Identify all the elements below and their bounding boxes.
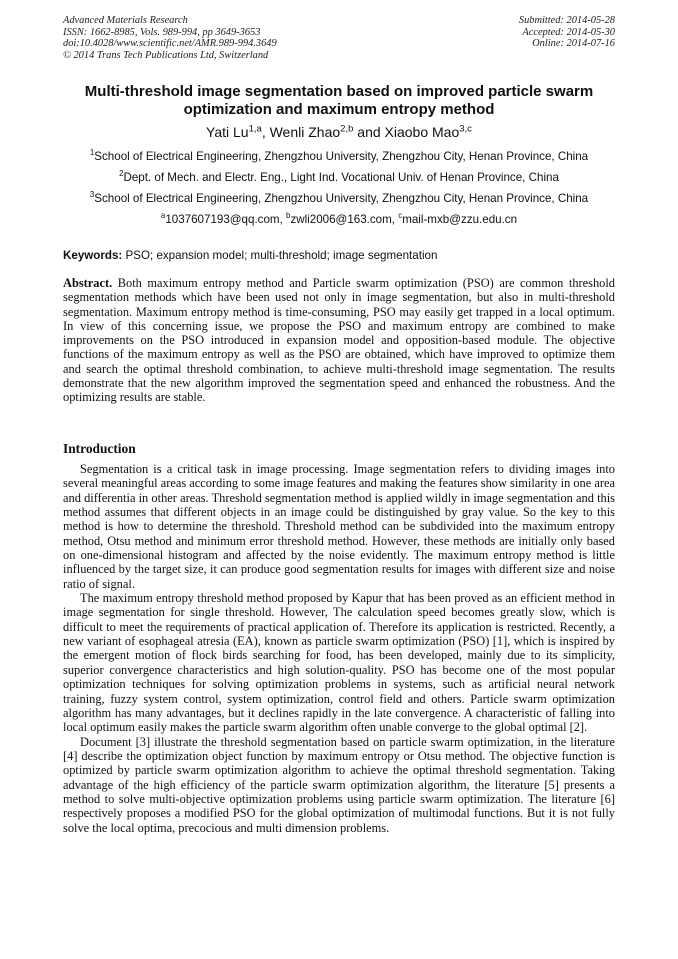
title-line-2: optimization and maximum entropy method xyxy=(183,101,495,118)
abstract-text: Both maximum entropy method and Particle swarm optimization (PSO) are common threshold segmentation methods which have been used not only in image segmentation, but also in multi-threshold segmentation. Maximum entropy method is time-consuming, PSO may easily get trapped in a local optimum. In view of this concerning issue, we propose the PSO and maximum entropy are combined to make improvements on the PSO introduced in expansion model and opposition-based module. The objective functions of the maximum entropy as well as the PSO are obtained, which have improved to optimize them and search the optimal threshold combination, to achieve multi-threshold image segmentation. The results demonstrate that the new algorithm improved the segmentation speed and enhanced the robustness. And the optimizing results are stable. xyxy=(63,276,615,405)
author-affiliation-marker: 3,c xyxy=(459,123,472,135)
email-marker: a xyxy=(160,211,166,221)
paragraph: Segmentation is a critical task in image processing. Image segmentation refers to dividing images into several meaningful areas according to some image features and making the features show similarity in one area and differentia in other areas. Threshold segmentation method is applied wildly in image segmentation and this method assumes that different objects in an image could be distinguished by gray value. So the key to this method is how to determine the threshold. Threshold method can be subdivided into the maximum entropy method, Otsu method and minimum error threshold method. However, these methods are initially only based on one-dimensional histogram and affected by the noise evidently. The maximum entropy method is little influenced by the target size, it can produce good segmentation results for images with different size and noise ratio of signal. xyxy=(63,462,615,591)
author-separator: and xyxy=(353,124,385,140)
issn-line: ISSN: 1662-8985, Vols. 989-994, pp 3649-3653 xyxy=(63,26,261,38)
email-link[interactable]: 1037607193@qq.com xyxy=(165,213,280,226)
online-date: Online: 2014-07-16 xyxy=(532,38,615,50)
author-affiliation-marker: 1,a xyxy=(248,123,262,135)
copyright-line: © 2014 Trans Tech Publications Ltd, Switzerland xyxy=(63,49,269,61)
submitted-date: Submitted: 2014-05-28 xyxy=(518,15,615,26)
affiliation-3 xyxy=(30,192,648,206)
paragraph: Document [3] illustrate the threshold segmentation based on particle swarm optimization, in the literature [4] describe the optimization object function by maximum entropy or Otsu method. The objective function is optimized by particle swarm optimization algorithm to achieve the optimal threshold segmentation. Taking advantage of the high efficiency of the particle swarm optimization algorithm, the literature [5] presents a method to solve multi-objective optimization problems using particle swarm optimization. The literature [6] respectively proposes a modified PSO for the global optimization of multimodal functions. But it is not fully solve the local optima, precocious and multi dimension problems. xyxy=(63,734,615,835)
affiliation-marker: 2 xyxy=(119,169,124,179)
abstract-paragraph xyxy=(63,276,615,405)
author-separator: , xyxy=(261,124,270,140)
author-name: Xiaobo Mao xyxy=(384,124,460,140)
affiliation-text: School of Electrical Engineering, Zhengzhou University, Zhengzhou City, Henan Province, China xyxy=(94,192,589,205)
abstract-label: Abstract. xyxy=(63,276,113,290)
keywords-text: PSO; expansion model; multi-threshold; image segmentation xyxy=(125,249,438,262)
email-marker: b xyxy=(286,211,291,221)
journal-info xyxy=(63,15,277,61)
author-affiliation-marker: 2,b xyxy=(340,123,354,135)
affiliation-1 xyxy=(30,150,648,164)
email-link[interactable]: zwli2006@163.com xyxy=(290,213,392,226)
email-link[interactable]: mail-mxb@zzu.edu.cn xyxy=(402,213,518,226)
introduction-heading: Introduction xyxy=(63,441,136,456)
introduction-body xyxy=(63,462,615,835)
keywords-line xyxy=(63,249,623,263)
author-name: Yati Lu xyxy=(206,124,249,140)
email-list xyxy=(30,213,648,227)
title-line-1: Multi-threshold image segmentation based on improved particle swarm xyxy=(84,83,594,100)
doi-line[interactable]: doi:10.4028/www.scientific.net/AMR.989-994.3649 xyxy=(63,38,277,50)
paper-title xyxy=(40,83,638,119)
affiliation-text: School of Electrical Engineering, Zhengzhou University, Zhengzhou City, Henan Province, China xyxy=(94,150,589,163)
email-separator: , xyxy=(279,213,287,226)
email-separator: , xyxy=(391,213,399,226)
paragraph: The maximum entropy threshold method proposed by Kapur that has been proved as an efficient method in image segmentation for single threshold. However, The calculation speed becomes greatly slow, which is difficult to meet the requirements of practical application of. Therefore its application is restricted. Recently, a new variant of esophageal atresia (EA), known as particle swarm optimization (PSO) [1], which is inspired by the emergent motion of flock birds searching for food, has been developed, mainly due to its simplicity, superior convergence characteristics and high solution-quality. PSO has become one of the most popular optimization techniques for solving optimization problems in systems, such as artificial neural network training, fuzzy system control, system optimization, control field and others. Particle swarm optimization algorithm has many advantages, but it declines rapidly in the late convergence. A characteristic of falling into local optimum easily makes the particle swarm algorithm often unable converge to the global optimal [2]. xyxy=(63,591,615,735)
author-name: Wenli Zhao xyxy=(269,124,341,140)
publication-dates xyxy=(519,15,615,50)
affiliation-marker: 1 xyxy=(89,148,95,158)
keywords-label: Keywords: xyxy=(63,249,123,262)
author-list xyxy=(40,123,638,141)
affiliation-2 xyxy=(30,171,648,185)
accepted-date: Accepted: 2014-05-30 xyxy=(522,26,615,38)
email-marker: c xyxy=(398,211,403,221)
affiliation-marker: 3 xyxy=(89,190,95,200)
affiliation-text: Dept. of Mech. and Electr. Eng., Light Ind. Vocational Univ. of Henan Province, China xyxy=(123,171,559,184)
journal-name: Advanced Materials Research xyxy=(63,15,188,26)
